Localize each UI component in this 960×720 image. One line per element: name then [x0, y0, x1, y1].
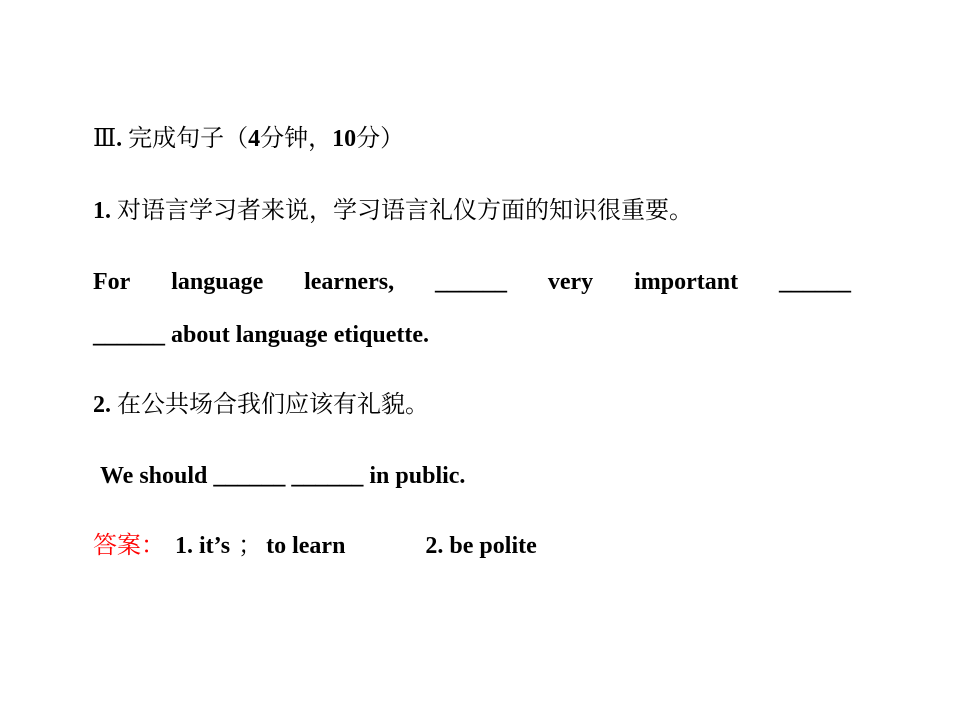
question-2-english: We should ______ ______ in public. — [100, 463, 466, 489]
answer-2: 2. be polite — [425, 533, 537, 559]
question-2-chinese: 在公共场合我们应该有礼貌。 — [111, 392, 429, 418]
section-title-part2: 分钟， — [260, 126, 333, 152]
question-2-number: 2. — [93, 392, 111, 418]
answer-1b: to learn — [266, 533, 346, 559]
question-1-prompt — [93, 196, 693, 226]
question-1-english-line-2: ______ about language etiquette. — [93, 322, 429, 348]
answer-separator: ； — [238, 533, 263, 559]
section-points: 10 — [332, 126, 357, 152]
section-minutes: 4 — [248, 126, 261, 152]
section-title-part3: 分） — [356, 126, 405, 152]
q1-word: learners, — [304, 269, 395, 295]
question-1-number: 1. — [93, 198, 111, 224]
q1-word: very — [547, 269, 594, 295]
q1-blank: ______ — [778, 269, 851, 295]
q1-word: important — [634, 269, 739, 295]
answer-line — [93, 531, 537, 561]
question-1-chinese: 对语言学习者来说，学习语言礼仪方面的知识很重要。 — [111, 198, 693, 224]
q1-word: For — [93, 269, 131, 295]
answer-1a: 1. it’s — [175, 533, 231, 559]
answer-label: 答案： — [93, 533, 165, 559]
q1-word: language — [171, 269, 264, 295]
section-heading — [93, 124, 404, 154]
section-title-part1: 完成句子（ — [122, 126, 249, 152]
section-dot: . — [116, 126, 123, 152]
question-2-prompt — [93, 390, 429, 420]
section-numeral: Ⅲ — [93, 126, 117, 152]
q1-blank: ______ — [434, 269, 507, 295]
question-1-english-line-1 — [93, 267, 851, 297]
